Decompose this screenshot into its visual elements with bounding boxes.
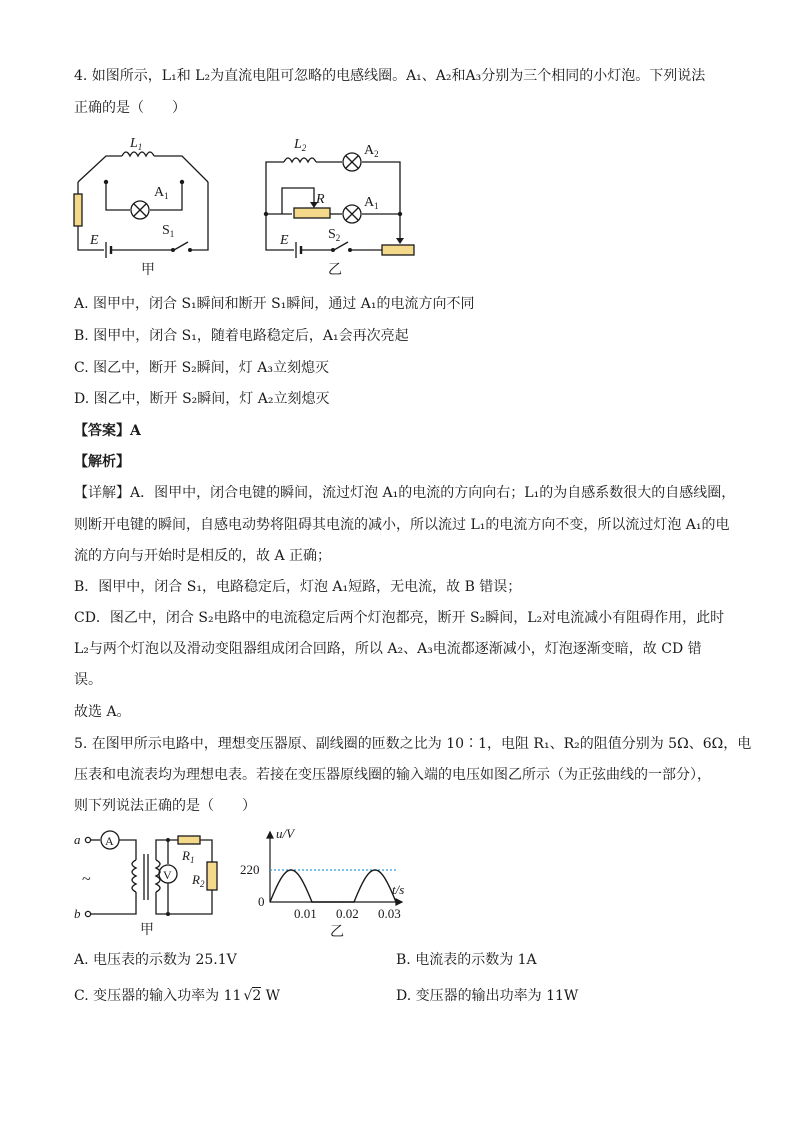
- q5-figure-jia-caption: 甲: [140, 922, 154, 938]
- chart-point: [374, 869, 375, 870]
- q5-option-b: B. 电流表的示数为 1A: [396, 952, 537, 968]
- q4-answer: 【答案】A: [74, 423, 141, 439]
- q5-ac-source-symbol: ~: [82, 871, 91, 888]
- q5-option-a: A. 电压表的示数为 25.1V: [74, 952, 237, 968]
- chart-x-label: t/s: [392, 882, 405, 897]
- chart-point: [364, 879, 365, 880]
- q4-label-L2: L: [294, 137, 302, 152]
- q4-detail-line5: CD．图乙中，闭合 S₂电路中的电流稳定后两个灯泡都亮，断开 S₂瞬间，L₂对电流减小有阻碍作用，此时: [74, 610, 725, 626]
- svg-text:R2: $R_2$: [192, 872, 205, 889]
- q5-figure-yi-caption: 乙: [330, 924, 344, 940]
- q4-label-S2: S: [328, 227, 336, 242]
- chart-point: [301, 879, 302, 880]
- chart-y-label: u/V: [276, 826, 295, 841]
- chart-point: [269, 901, 270, 902]
- q4-figure-jia: [70, 130, 220, 280]
- q4-stem-line2: 正确的是（ ）: [74, 100, 186, 116]
- q5-option-d: D. 变压器的输出功率为 11W: [396, 988, 579, 1004]
- q4-label-A1: A: [154, 185, 165, 200]
- q4-detail-line1: 【详解】A．图甲中，闭合电键的瞬间，流过灯泡 A₁的电流的方向向右；L₁的为自感系数很大的自感线圈，: [74, 485, 736, 501]
- q4-option-b: B. 图甲中，闭合 S₁，随着电路稳定后，A₁会再次亮起: [74, 328, 409, 344]
- q5-figure-jia: [70, 826, 230, 922]
- q4-label-E2: E: [280, 233, 289, 248]
- q4-detail-line7: 误。: [74, 672, 102, 688]
- q5-ammeter-label: A: [105, 834, 114, 848]
- q4-label-L1: L: [130, 136, 138, 151]
- chart-y-tick-220: 220: [240, 862, 260, 877]
- q4-option-d: D. 图乙中，断开 S₂瞬间，灯 A₂立刻熄灭: [74, 391, 330, 407]
- chart-x-tick-0.01: 0.01: [294, 906, 317, 921]
- q5-label-R2: R: [192, 872, 200, 887]
- q4-detail-line3: 流的方向与开始时是相反的，故 A 正确；: [74, 548, 332, 564]
- q5-stem-line1: 5. 在图甲所示电路中，理想变压器原、副线圈的匝数之比为 10∶1，电阻 R₁、R₂的阻值分别为 5Ω、6Ω，电: [74, 736, 752, 752]
- q4-detail-line2: 则断开电键的瞬间，自感电动势将阻碍其电流的减小，所以流过 L₁的电流方向不变，所以流过灯泡 A₁的电: [74, 517, 730, 533]
- q5-label-R1: R: [182, 848, 190, 863]
- svg-text:A1: $A_1$: [154, 185, 169, 201]
- q5-option-c-unit: W: [261, 988, 281, 1004]
- svg-text:R1: $R_1$: [182, 848, 195, 865]
- q5-voltmeter-label: V: [163, 868, 172, 882]
- svg-text:A1: $A_1$: [364, 195, 379, 211]
- q4-label-E: E: [90, 233, 99, 248]
- q4-conclusion: 故选 A。: [74, 704, 131, 720]
- svg-text:S1: $S_1$: [162, 223, 175, 239]
- chart-point: [290, 869, 291, 870]
- q4-label-R: R: [316, 192, 325, 207]
- chart-series-voltage-curve: [270, 870, 396, 902]
- chart-point: [395, 901, 396, 902]
- svg-text:S2: $S_2$: [328, 227, 341, 243]
- chart-point: [332, 901, 333, 902]
- chart-x-tick-0.03: 0.03: [378, 906, 401, 921]
- q5-terminal-a: a: [74, 832, 81, 847]
- q4-label-A1b: A: [364, 195, 375, 210]
- q4-label-S1: S: [162, 223, 170, 238]
- chart-point: [353, 901, 354, 902]
- y-axis-arrow: [267, 832, 273, 838]
- chart-x-tick-0.02: 0.02: [336, 906, 359, 921]
- q5-option-c-radicand: 2: [252, 988, 262, 1004]
- chart-point: [343, 901, 344, 902]
- q4-analysis-heading: 【解析】: [74, 454, 130, 470]
- q4-detail-line6: L₂与两个灯泡以及滑动变阻器组成闭合回路，所以 A₂、A₃电流都逐渐减小，灯泡逐渐变暗，故 CD 错: [74, 641, 702, 657]
- q4-label-A2: A: [364, 143, 375, 158]
- svg-text:L2: $L_2$: [294, 137, 307, 153]
- chart-point: [322, 901, 323, 902]
- q5-option-c-text: C. 变压器的输入功率为 11: [74, 988, 242, 1004]
- q5-terminal-b: b: [74, 906, 81, 921]
- chart-origin-label: 0: [258, 894, 265, 909]
- chart-point: [311, 901, 312, 902]
- sqrt-icon: √: [243, 988, 253, 1004]
- chart-point: [280, 879, 281, 880]
- q4-option-c: C. 图乙中，断开 S₂瞬间，灯 A₃立刻熄灭: [74, 360, 329, 376]
- svg-text:L1: $L_1$: [130, 136, 143, 152]
- q5-voltage-chart: [236, 826, 416, 926]
- q4-option-a: A. 图甲中，闭合 S₁瞬间和断开 S₁瞬间，通过 A₁的电流方向不同: [74, 296, 475, 312]
- q4-stem-line1: 4. 如图所示，L₁和 L₂为直流电阻可忽略的电感线圈。A₁、A₂和A₃分别为三个相同的小灯泡。下列说法: [74, 68, 706, 84]
- q5-stem-line2: 压表和电流表均为理想电表。若接在变压器原线圈的输入端的电压如图乙所示（为正弦曲线的一部分），: [74, 767, 711, 783]
- q5-option-c: [74, 986, 280, 1006]
- q4-figure-yi-caption: 乙: [328, 262, 342, 278]
- q4-detail-line4: B．图甲中，闭合 S₁，电路稳定后，灯泡 A₁短路，无电流，故 B 错误；: [74, 579, 522, 595]
- chart-point: [385, 879, 386, 880]
- q4-figure-yi: [258, 130, 428, 280]
- x-axis-arrow: [396, 899, 402, 905]
- q4-figure-jia-caption: 甲: [141, 262, 155, 278]
- q5-stem-line3: 则下列说法正确的是（ ）: [74, 798, 256, 814]
- svg-text:A2: $A_2$: [364, 143, 379, 159]
